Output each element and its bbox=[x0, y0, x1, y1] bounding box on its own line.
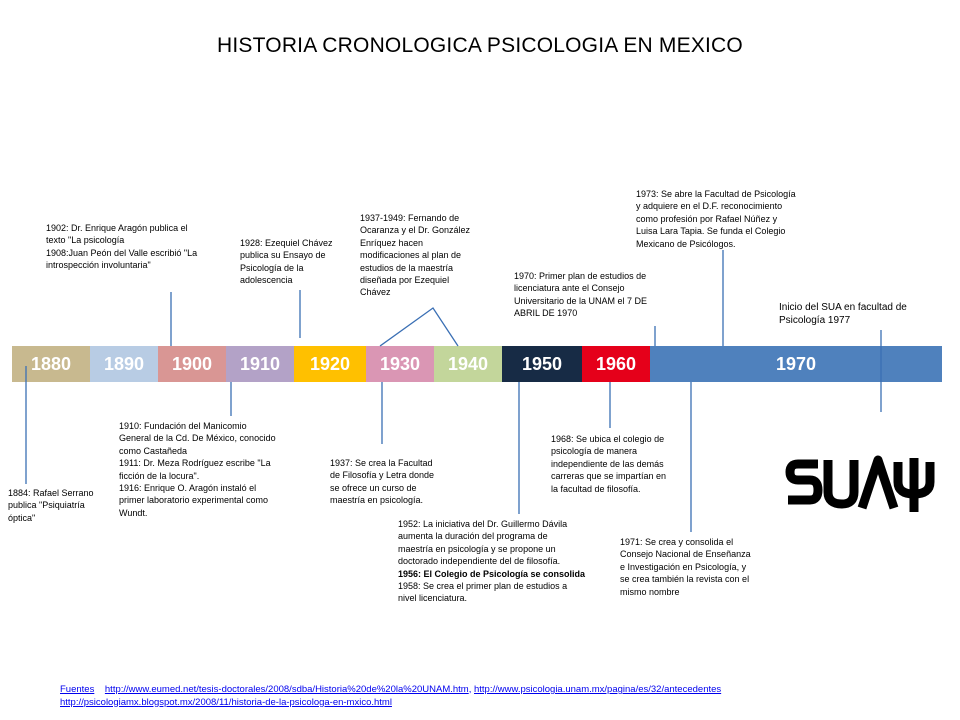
timeline-year-1920: 1920 bbox=[294, 346, 366, 382]
event-line: Universitario de la UNAM el 7 DE bbox=[514, 295, 648, 306]
event-line: ficción de la locura". bbox=[119, 470, 200, 481]
timeline-year-1890: 1890 bbox=[90, 346, 158, 382]
event-line: Enríquez hacen bbox=[360, 237, 424, 248]
event-line: Wundt. bbox=[119, 507, 148, 518]
event-line: 1911: Dr. Meza Rodríguez escribe "La bbox=[119, 458, 271, 469]
event-line: publica su Ensayo de bbox=[240, 250, 326, 261]
event-1937 bbox=[330, 457, 470, 507]
event-line: introspección involuntaria" bbox=[46, 260, 151, 271]
event-1952 bbox=[398, 518, 598, 568]
event-sua-1977 bbox=[779, 301, 949, 327]
source-link-1[interactable]: http://www.eumed.net/tesis-doctorales/2008/sdba/Historia%20de%20la%20UNAM.htm bbox=[104, 684, 469, 695]
event-line: se crea también la revista con el bbox=[620, 574, 750, 585]
event-line: de Filosofía y Letra donde bbox=[330, 470, 435, 481]
event-line: y adquiere en el D.F. reconocimiento bbox=[636, 201, 783, 212]
event-line: 1968: Se ubica el colegio de bbox=[551, 434, 665, 444]
event-1952-1958 bbox=[398, 518, 598, 605]
timeline-year-1970: 1970 bbox=[650, 346, 942, 382]
event-line: psicología de manera bbox=[551, 446, 638, 457]
sua-logo bbox=[784, 452, 940, 516]
event-line: e Investigación en Psicología, y bbox=[620, 561, 747, 572]
event-line: Consejo Nacional de Enseñanza bbox=[620, 549, 751, 560]
event-line: 1928: Ezequiel Chávez bbox=[240, 238, 333, 248]
event-line: 1884: Rafael Serrano bbox=[8, 488, 94, 498]
event-1902 bbox=[46, 222, 226, 272]
event-line: estudios de la maestría bbox=[360, 262, 454, 273]
event-line: adolescencia bbox=[240, 275, 293, 286]
event-line: 1910: Fundación del Manicomio bbox=[119, 421, 247, 431]
event-line: doctorado independiente del de filosofía. bbox=[398, 556, 561, 567]
event-1910 bbox=[119, 420, 309, 519]
event-line: 1958: Se crea el primer plan de estudios a bbox=[398, 581, 568, 592]
event-line: 1971: Se crea y consolida el bbox=[620, 537, 734, 547]
sources: Fuentes http://www.eumed.net/tesis-doctorales/2008/sdba/Historia%20de%20la%20UNAM.htm, http://www.psicologia.unam.mx/pagina/es/32/antecedentes http://psicologiamx.blogspot.mx/2008/11/historia-de-la-psicologa-en-mxico.html bbox=[60, 684, 722, 708]
timeline-year-1930: 1930 bbox=[366, 346, 434, 382]
event-1968 bbox=[551, 433, 701, 495]
event-line: independiente de las demás bbox=[551, 458, 664, 469]
event-line: 1937-1949: Fernando de bbox=[360, 213, 460, 223]
event-line: 1970: Primer plan de estudios de bbox=[514, 271, 647, 281]
event-1973 bbox=[636, 188, 816, 250]
event-line: 1908:Juan Peón del Valle escribió "La bbox=[46, 247, 198, 258]
event-line: mismo nombre bbox=[620, 586, 680, 597]
event-line: publica "Psiquiatría bbox=[8, 500, 85, 511]
line-1937-1949 bbox=[380, 308, 458, 346]
event-line: Psicología 1977 bbox=[779, 315, 851, 326]
timeline-year-1940: 1940 bbox=[434, 346, 502, 382]
event-line: diseñada por Ezequiel bbox=[360, 275, 450, 286]
sources-label: Fuentes bbox=[60, 684, 95, 695]
timeline-year-1880: 1880 bbox=[12, 346, 90, 382]
event-line: 1937: Se crea la Facultad bbox=[330, 458, 433, 468]
event-line: Chávez bbox=[360, 287, 391, 298]
event-1971 bbox=[620, 536, 770, 598]
event-1928 bbox=[240, 237, 350, 287]
event-1937-1949 bbox=[360, 212, 500, 299]
source-link-2[interactable]: http://www.psicologia.unam.mx/pagina/es/32/antecedentes bbox=[474, 684, 722, 695]
event-line: Luisa Lara Tapia. Se funda el Colegio bbox=[636, 226, 786, 237]
event-line: ABRIL DE 1970 bbox=[514, 308, 578, 319]
event-line: 1902: Dr. Enrique Aragón publica el bbox=[46, 223, 188, 233]
event-line: óptica" bbox=[8, 512, 36, 523]
event-1958 bbox=[398, 580, 598, 605]
event-line: nivel licenciatura. bbox=[398, 593, 468, 604]
timeline-year-1910: 1910 bbox=[226, 346, 294, 382]
event-line: licenciatura ante el Consejo bbox=[514, 283, 625, 294]
event-line: texto "La psicología bbox=[46, 235, 125, 246]
event-line: modificaciones al plan de bbox=[360, 250, 462, 261]
source-link-3[interactable]: http://psicologiamx.blogspot.mx/2008/11/historia-de-la-psicologa-en-mxico.html bbox=[60, 696, 392, 708]
event-line: maestría en psicología y se propone un bbox=[398, 543, 556, 554]
timeline-year-1950: 1950 bbox=[502, 346, 582, 382]
event-1970 bbox=[514, 270, 684, 320]
event-line: Inicio del SUA en facultad de bbox=[779, 302, 907, 313]
event-line: Ocaranza y el Dr. González bbox=[360, 225, 471, 236]
timeline-year-1900: 1900 bbox=[158, 346, 226, 382]
event-line: la facultad de filosofía. bbox=[551, 483, 641, 494]
event-line: se ofrece un curso de bbox=[330, 482, 417, 493]
event-line: 1952: La iniciativa del Dr. Guillermo Dávila bbox=[398, 519, 568, 529]
event-line: primer laboratorio experimental como bbox=[119, 495, 269, 506]
event-line: maestría en psicología. bbox=[330, 495, 424, 506]
event-line: como profesión por Rafael Núñez y bbox=[636, 213, 778, 224]
event-line: como Castañeda bbox=[119, 445, 188, 456]
page-title: HISTORIA CRONOLOGICA PSICOLOGIA EN MEXICO bbox=[217, 34, 743, 57]
event-1884 bbox=[8, 487, 118, 524]
event-line: carreras que se impartían en bbox=[551, 471, 667, 482]
event-line: aumenta la duración del programa de bbox=[398, 531, 548, 542]
event-1956: 1956: El Colegio de Psicología se consolida bbox=[398, 568, 586, 579]
event-line: Mexicano de Psicólogos. bbox=[636, 238, 736, 249]
event-line: General de la Cd. De México, conocido bbox=[119, 433, 276, 444]
timeline-year-1960: 1960 bbox=[582, 346, 650, 382]
event-line: Psicología de la bbox=[240, 262, 304, 273]
event-line: 1916: Enrique O. Aragón instaló el bbox=[119, 483, 257, 494]
event-line: 1973: Se abre la Facultad de Psicología bbox=[636, 189, 796, 199]
